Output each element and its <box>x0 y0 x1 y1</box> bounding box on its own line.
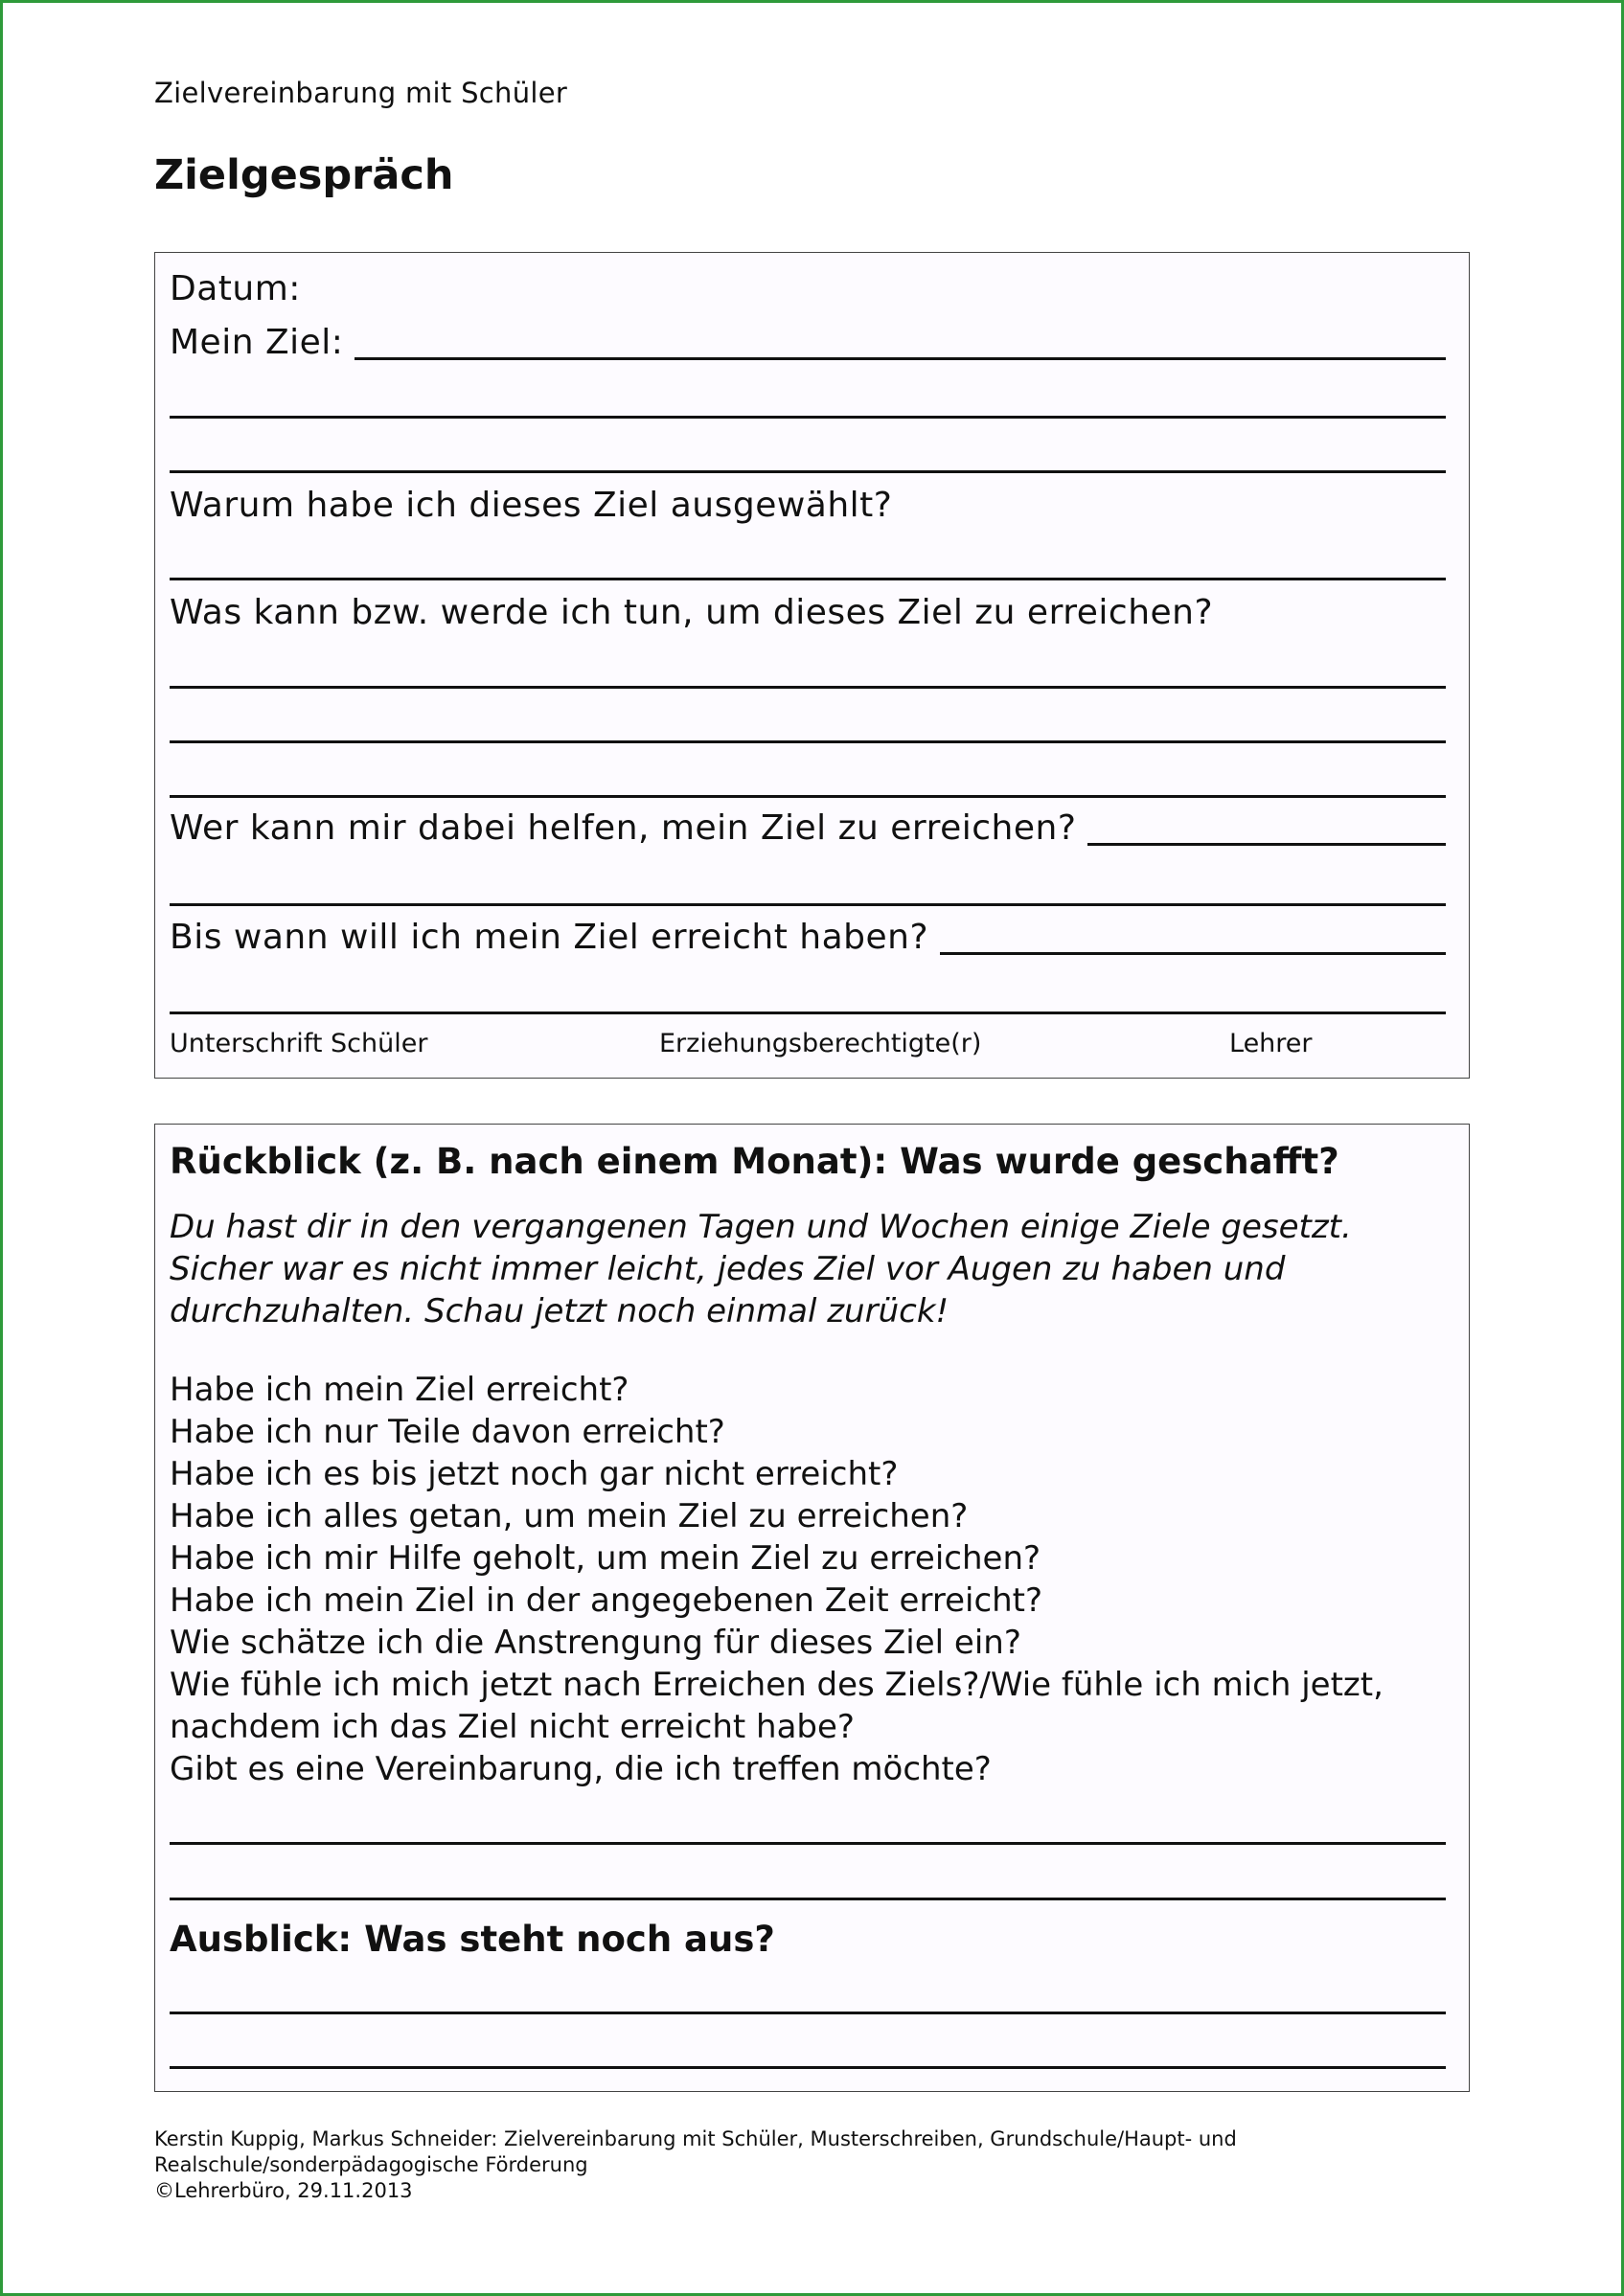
goal-answer-line[interactable] <box>355 356 1446 360</box>
answer-line[interactable] <box>170 470 1446 473</box>
review-intro <box>170 1206 1446 1332</box>
review-box <box>154 1124 1470 2092</box>
helper-label: Wer kann mir dabei helfen, mein Ziel zu erreichen? <box>170 808 1077 848</box>
review-question: Wie fühle ich mich jetzt nach Erreichen des Ziels?/Wie fühle ich mich jetzt, <box>170 1666 1384 1704</box>
date-label: Datum: <box>170 269 301 308</box>
answer-line[interactable] <box>170 795 1446 798</box>
helper-answer-line[interactable] <box>1087 842 1446 846</box>
actions-row <box>170 593 1446 632</box>
review-intro-line: Sicher war es nicht immer leicht, jedes Ziel vor Augen zu haben und <box>170 1250 1286 1288</box>
answer-line[interactable] <box>170 2012 1446 2014</box>
document-subtitle: Zielvereinbarung mit Schüler <box>154 77 568 109</box>
outlook-heading: Ausblick: Was steht noch aus? <box>170 1919 775 1960</box>
deadline-row <box>170 918 1446 957</box>
goal-form-box <box>154 252 1470 1079</box>
review-question: Habe ich nur Teile davon erreicht? <box>170 1413 725 1451</box>
answer-line[interactable] <box>170 2066 1446 2069</box>
signature-teacher-label: Lehrer <box>1229 1029 1313 1058</box>
answer-line[interactable] <box>170 740 1446 743</box>
why-row <box>170 486 1446 525</box>
signature-student-label: Unterschrift Schüler <box>170 1029 428 1058</box>
footer-credits <box>154 2126 1237 2204</box>
signature-guardian-label: Erziehungsberechtigte(r) <box>659 1029 982 1058</box>
review-questions <box>170 1369 1446 1790</box>
review-question: Habe ich mir Hilfe geholt, um mein Ziel zu erreichen? <box>170 1539 1041 1578</box>
deadline-label: Bis wann will ich mein Ziel erreicht haben? <box>170 918 929 957</box>
date-row <box>170 269 1446 308</box>
review-question: Habe ich mein Ziel erreicht? <box>170 1371 629 1409</box>
review-question: Habe ich mein Ziel in der angegebenen Zeit erreicht? <box>170 1581 1043 1620</box>
deadline-answer-line[interactable] <box>940 951 1446 955</box>
helper-row <box>170 808 1446 848</box>
review-intro-line: durchzuhalten. Schau jetzt noch einmal zurück! <box>170 1292 949 1330</box>
answer-line[interactable] <box>170 903 1446 906</box>
actions-label: Was kann bzw. werde ich tun, um dieses Ziel zu erreichen? <box>170 593 1214 632</box>
review-question: Habe ich es bis jetzt noch gar nicht erreicht? <box>170 1455 899 1493</box>
answer-line[interactable] <box>170 1842 1446 1845</box>
answer-line[interactable] <box>170 578 1446 580</box>
footer-line: Realschule/sonderpädagogische Förderung <box>154 2153 588 2176</box>
answer-line[interactable] <box>170 416 1446 419</box>
answer-line[interactable] <box>170 1898 1446 1900</box>
review-question: Wie schätze ich die Anstrengung für dieses Ziel ein? <box>170 1624 1021 1662</box>
review-question: Habe ich alles getan, um mein Ziel zu erreichen? <box>170 1497 969 1535</box>
review-question: nachdem ich das Ziel nicht erreicht habe? <box>170 1708 855 1746</box>
goal-row <box>170 323 1446 362</box>
answer-line[interactable] <box>170 686 1446 689</box>
footer-line: ©Lehrerbüro, 29.11.2013 <box>154 2179 413 2202</box>
goal-label: Mein Ziel: <box>170 323 344 362</box>
review-heading: Rückblick (z. B. nach einem Monat): Was wurde geschafft? <box>170 1141 1339 1182</box>
signature-line[interactable] <box>170 1012 1446 1014</box>
why-label: Warum habe ich dieses Ziel ausgewählt? <box>170 486 893 525</box>
footer-line: Kerstin Kuppig, Markus Schneider: Zielvereinbarung mit Schüler, Musterschreiben, Grundschule/Haupt- und <box>154 2127 1237 2150</box>
document-title: Zielgespräch <box>154 151 454 199</box>
review-intro-line: Du hast dir in den vergangenen Tagen und Wochen einige Ziele gesetzt. <box>170 1208 1352 1246</box>
review-question: Gibt es eine Vereinbarung, die ich treffen möchte? <box>170 1750 992 1788</box>
